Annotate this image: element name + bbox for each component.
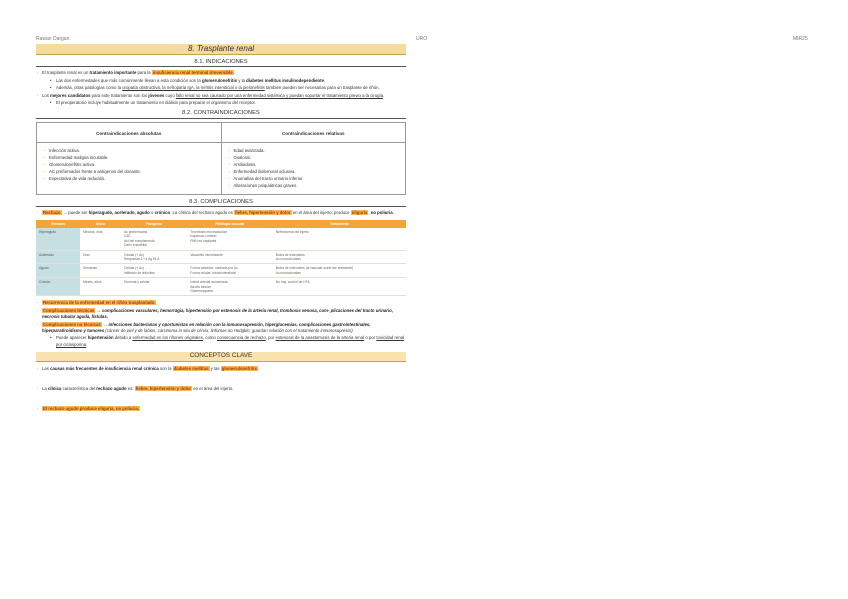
section-indicaciones-heading: 8.1. INDICACIONES bbox=[36, 59, 406, 67]
relativas-column bbox=[221, 123, 406, 194]
absolutas-item: · Infección activa. bbox=[43, 148, 217, 155]
column-header: Rechazo bbox=[36, 220, 80, 228]
absolutas-item: · AC preformados frente a antígenos del donante. bbox=[43, 169, 217, 176]
table-cell: Crónico bbox=[36, 278, 80, 296]
table-cell: Íntima arterial aumentada Atrofia tubular Glomerulopatía bbox=[187, 278, 272, 296]
concepto-item: · Las causas más frecuentes de insuficiencia renal crónica son la diabetes mellitus y las glomerulonefritis. bbox=[36, 366, 406, 372]
table-cell: Nefrectomía del injerto bbox=[273, 228, 406, 250]
column-header: Patología vascular bbox=[187, 220, 272, 228]
relativas-item: · Anomalías del tracto urinario inferior. bbox=[228, 176, 402, 183]
column-header: Patogenia bbox=[121, 220, 187, 228]
document-body bbox=[36, 44, 406, 417]
table-cell: Ac preformados C3D Act del complemento Daño endotelial bbox=[121, 228, 187, 250]
absolutas-item: · Glomerulonefritis activa. bbox=[43, 162, 217, 169]
absolutas-column bbox=[37, 123, 221, 194]
absolutas-header: Contraindicaciones absolutas bbox=[37, 123, 221, 143]
absolutas-item: · Expectativa de vida reducida. bbox=[43, 176, 217, 183]
table-cell: Trombosis microvascular Isquemia o infarto PMN en capilares bbox=[187, 228, 272, 250]
absolutas-item: · Enfermedad maligna incurable. bbox=[43, 155, 217, 162]
relativas-item: · Amiloidosis. bbox=[228, 162, 402, 169]
rechazo-paragraph: · Rechazo → puede ser hiperagudo, acelerado, agudo o crónico. La clínica del rechazo agudo es fiebre, hipertensión y dolor en el área del injerto; produce oliguria, no poliuria. bbox=[36, 210, 406, 216]
rechazo-table bbox=[36, 220, 406, 297]
table-cell: Humoral y celular bbox=[121, 278, 187, 296]
table-cell: Agudo bbox=[36, 264, 80, 278]
indicaciones-paragraph: · El trasplante renal es un tratamiento importante para la insuficiencia renal terminal irreversible. bbox=[36, 70, 406, 76]
table-cell: Celular (+ Ac) Respuesta 2.ª a Ag HLA bbox=[121, 250, 187, 264]
table-cell: Semanas bbox=[80, 264, 121, 278]
header-course: MIR25 bbox=[793, 36, 808, 42]
table-cell: Meses, años bbox=[80, 278, 121, 296]
relativas-header: Contraindicaciones relativas bbox=[222, 123, 406, 143]
table-row bbox=[36, 228, 406, 250]
section-contraindicaciones-heading: 8.2. CONTRAINDICACIONES bbox=[36, 110, 406, 118]
conceptos-clave-heading: CONCEPTOS CLAVE bbox=[36, 352, 406, 361]
column-header: Inicio bbox=[80, 220, 121, 228]
relativas-item: · Edad avanzada. bbox=[228, 148, 402, 155]
contraindicaciones-table bbox=[36, 122, 406, 195]
column-header: Tratamiento bbox=[273, 220, 406, 228]
table-row bbox=[36, 278, 406, 296]
candidatos-paragraph: · Los mejores candidatos para este tratamiento son los jóvenes cuyo fallo renal no sea causado por una enfermedad sistémica y puedan soportar el tratamiento previo a la cirugía. bbox=[36, 93, 406, 99]
header-subject: URO bbox=[416, 36, 428, 42]
candidatos-subitem: • El preoperatorio incluye habitualmente un tratamiento en diálisis para preparar el organismo del receptor. bbox=[36, 100, 406, 106]
complicaciones-tecnicas-paragraph: · Complicaciones técnicas → complicaciones vasculares, hemorragia, hipertensión por estenosis de la arteria renal, trombosis venosa, com- plicaciones del tracto urinario, necrosis tubular aguda, fístulas. bbox=[36, 308, 406, 321]
hipertension-subitem: • Puede aparecer hipertensión debido a enfermedad en los riñones originales, como consecuencia de rechazo, por estenosis de la anastomosis de la arteria renal o por toxicidad renal por ciclosporina. bbox=[36, 335, 406, 348]
relativas-item: · Oxalosis. bbox=[228, 155, 402, 162]
relativas-item: · Alteraciones psiquiátricas graves. bbox=[228, 183, 402, 190]
indicaciones-subitem: • Además, otras patologías como la uropatía obstructiva, la nefropatía IgA, la nefritis intersticial o la pielonefritis también pueden ser necesarias para un trasplante de riñón. bbox=[36, 85, 406, 91]
table-cell: Forma vascular: mediada por Ac Forma celular: tubulointersticial bbox=[187, 264, 272, 278]
table-cell: No hay, control de HTA bbox=[273, 278, 406, 296]
table-cell: Celular (+ Ac) Infiltrado de linfocitos bbox=[121, 264, 187, 278]
table-row bbox=[36, 264, 406, 278]
table-cell: Vasculitis necrotizante bbox=[187, 250, 272, 264]
section-complicaciones-heading: 8.3. COMPLICACIONES bbox=[36, 199, 406, 207]
header-author: Rawan Dargan bbox=[36, 36, 70, 42]
table-cell: Hiperagudo bbox=[36, 228, 80, 250]
table-cell: Minutos, días bbox=[80, 228, 121, 250]
indicaciones-subitem: • Las dos enfermedades que más comúnmente llevan a esta condición son la glomerulonefritis y la diabetes mellitus insulinodependiente. bbox=[36, 78, 406, 84]
table-cell: Días bbox=[80, 250, 121, 264]
recurrencia-paragraph: · Recurrencia de la enfermedad en el riñón trasplantado. bbox=[36, 300, 406, 306]
concepto-item: · La clínica característica del rechazo agudo es: fiebre, hipertensión y dolor en el área del injerto. bbox=[36, 386, 406, 392]
concepto-item: · El rechazo agudo produce oliguria, no poliuria. bbox=[36, 406, 406, 412]
table-row bbox=[36, 250, 406, 264]
table-cell: Bolos de esteroides (la vascular suele ser resistente) Ac monoclonales bbox=[273, 264, 406, 278]
relativas-item: · Enfermedad iliofemoral oclusiva. bbox=[228, 169, 402, 176]
rechazo-table-header bbox=[36, 220, 406, 228]
complicaciones-no-tecnicas-paragraph: · Complicaciones no técnicas → infecciones bacterianas y oportunistas en relación con la inmunosupresión, hiperglucemias, complicaciones gastrointestinales, hiperparatiroidismo y tumores (cáncer de piel y de labios, carcinoma in situ de cérvix, linfomas no Hodgkin; guardan relación con el tratamiento inmunosupresor). bbox=[36, 322, 406, 335]
page-title: 8. Trasplante renal bbox=[36, 44, 406, 55]
table-cell: Bolos de esteroides Ac monoclonales bbox=[273, 250, 406, 264]
table-cell: Acelerado bbox=[36, 250, 80, 264]
